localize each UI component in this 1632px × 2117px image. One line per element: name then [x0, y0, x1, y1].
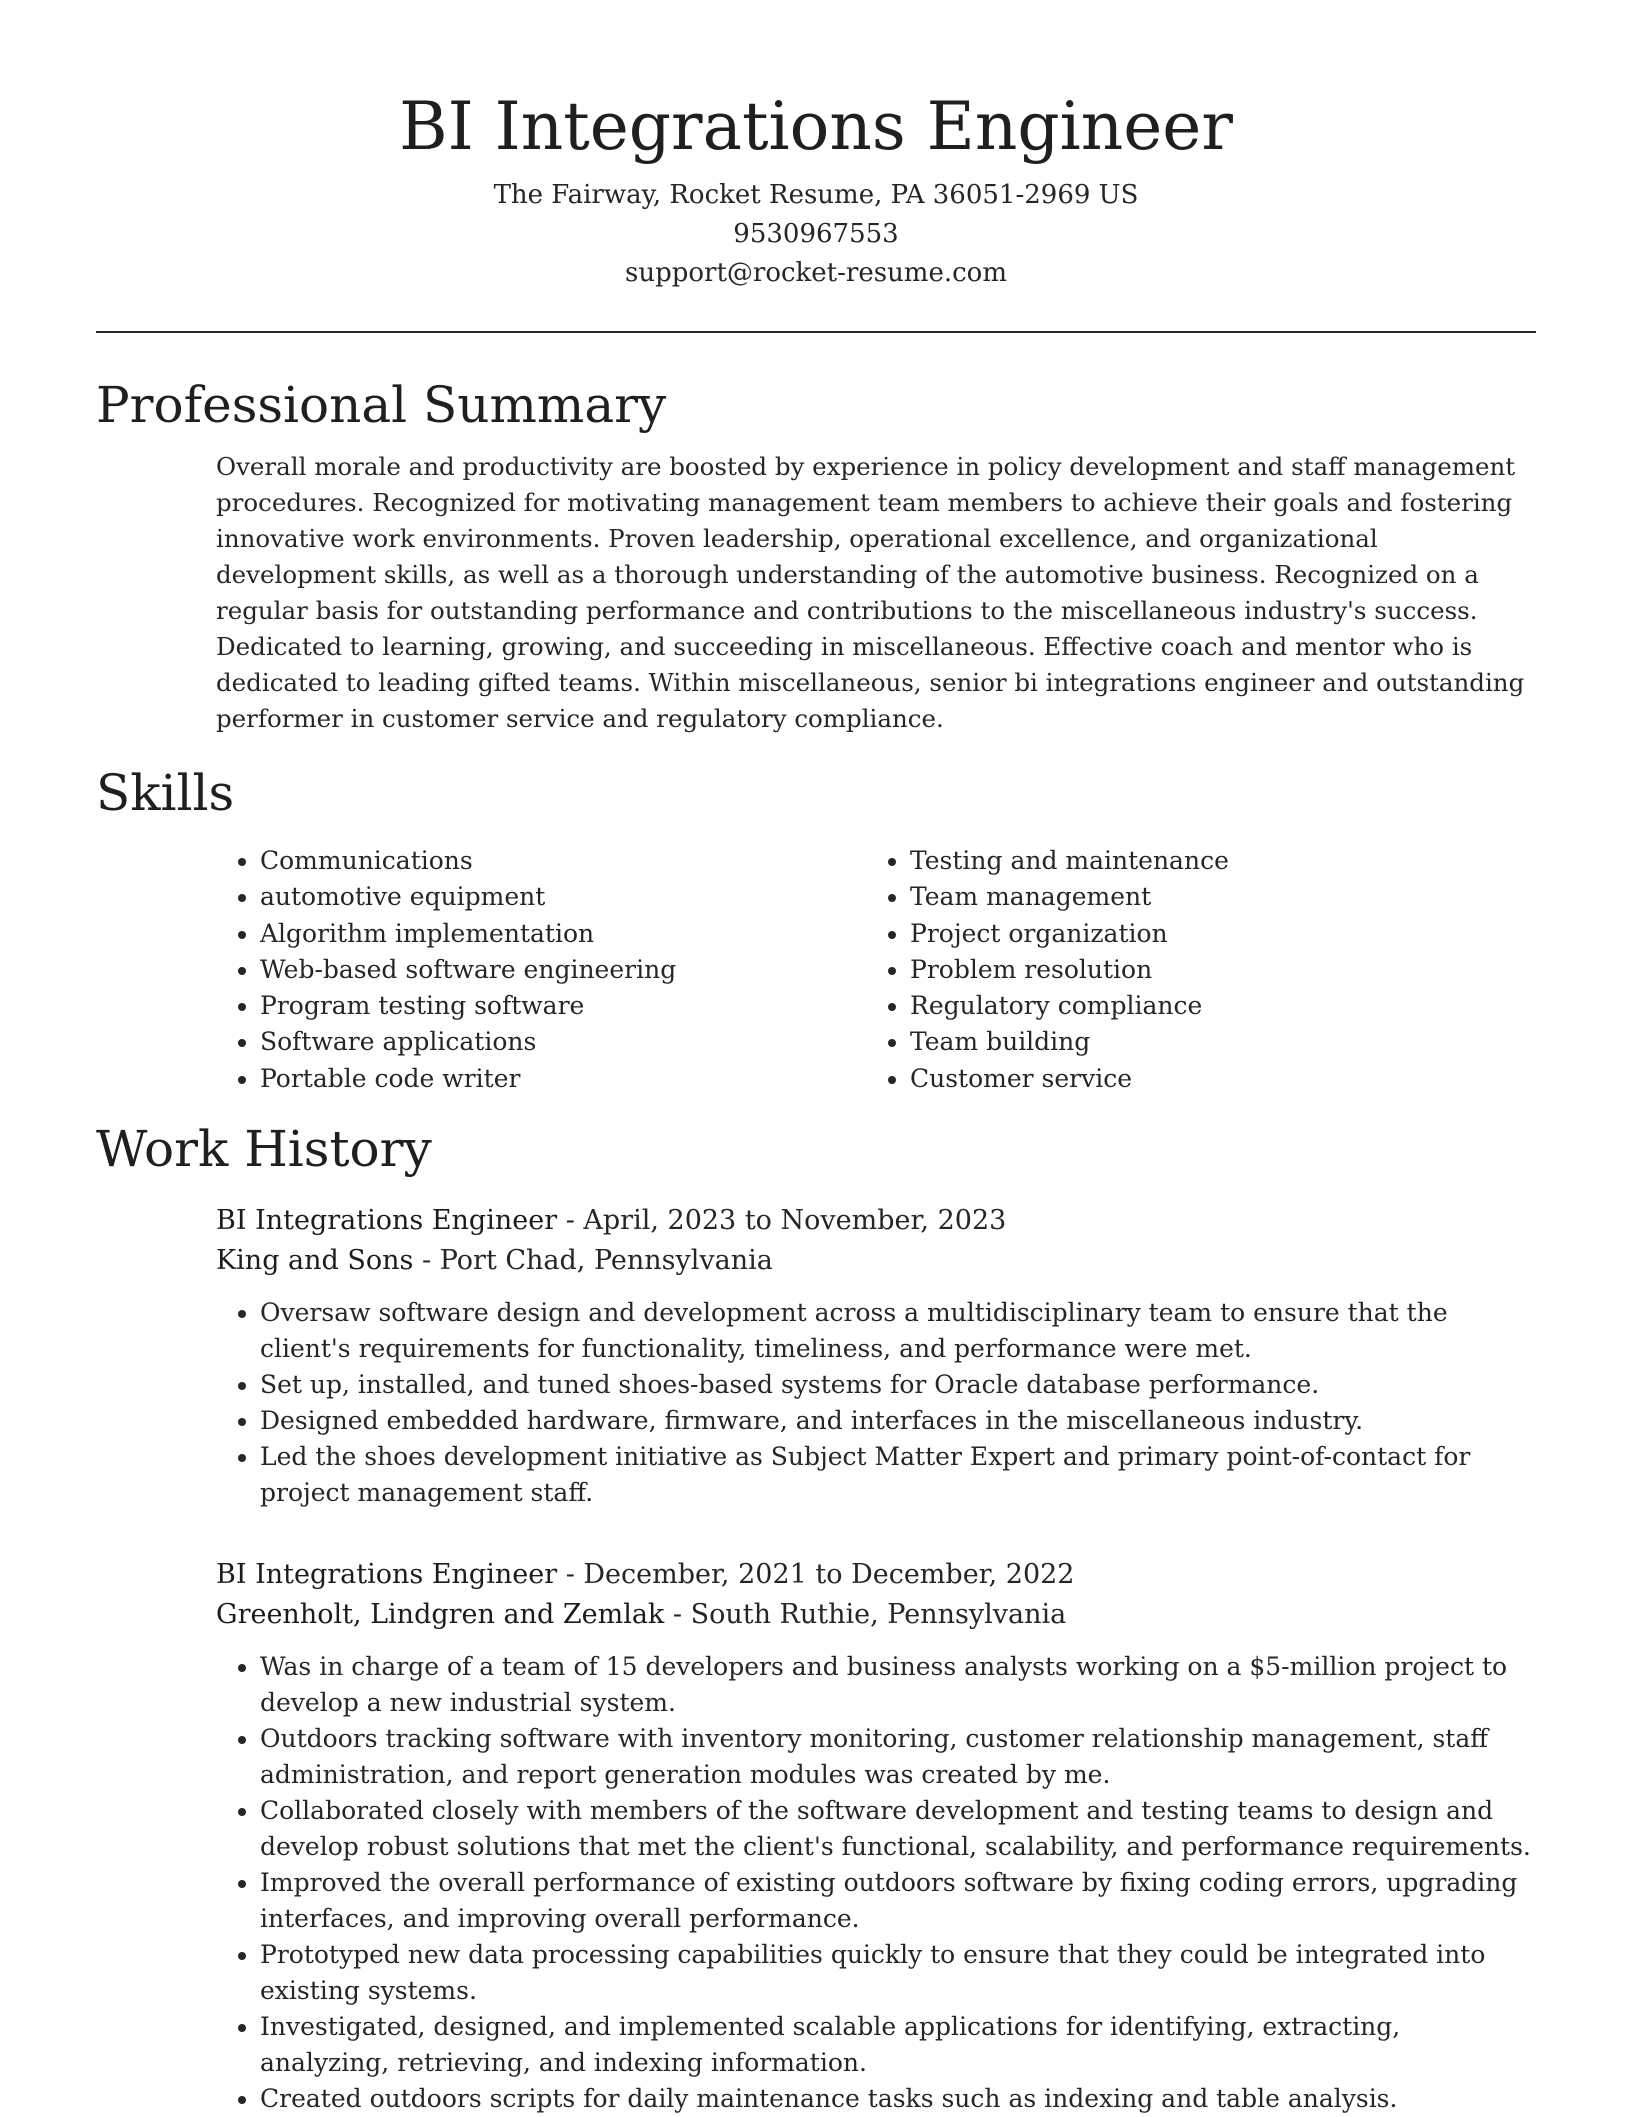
job-dates: - April, 2023 to November, 2023 [557, 1205, 1007, 1237]
job-role: BI Integrations Engineer [216, 1205, 558, 1237]
skills-section [96, 763, 1536, 1097]
skill-item: • Regulatory compliance [910, 988, 1516, 1024]
responsibility-item: • Was in charge of a team of 15 developers and business analysts working on a $5-million project to develop a new industrial system. [260, 1649, 1536, 1721]
skills-column-right [866, 843, 1516, 1097]
job-entry [216, 1555, 1536, 2117]
responsibility-item: • Led the shoes development initiative as Subject Matter Expert and primary point-of-contact for project management staff. [260, 1439, 1536, 1511]
job-responsibilities [216, 1295, 1536, 1511]
job-dates: - December, 2021 to December, 2022 [557, 1559, 1075, 1591]
address: The Fairway, Rocket Resume, PA 36051-2969 US [493, 180, 1139, 210]
work-history-section [96, 1119, 1536, 2117]
skill-item: • Team management [910, 879, 1516, 915]
responsibility-item: • Improved the overall performance of existing outdoors software by fixing coding errors, upgrading interfaces, and improving overall performance. [260, 1865, 1536, 1937]
responsibility-item: • Designed embedded hardware, firmware, and interfaces in the miscellaneous industry. [260, 1403, 1536, 1439]
responsibility-item: • Outdoors tracking software with inventory monitoring, customer relationship management, staff administration, and report generation modules was created by me. [260, 1721, 1536, 1793]
job-role: BI Integrations Engineer [216, 1559, 558, 1591]
resume-page [96, 0, 1536, 2117]
summary-section [96, 375, 1536, 737]
responsibility-item: • Set up, installed, and tuned shoes-based systems for Oracle database performance. [260, 1367, 1536, 1403]
job-entry [216, 1201, 1536, 1511]
skill-item: • Portable code writer [260, 1061, 866, 1097]
skill-item: • Team building [910, 1024, 1516, 1060]
responsibility-item: • Investigated, designed, and implemented scalable applications for identifying, extracting, analyzing, retrieving, and indexing information. [260, 2009, 1536, 2081]
job-responsibilities [216, 1649, 1536, 2117]
skill-item: • Project organization [910, 916, 1516, 952]
skill-item: • Communications [260, 843, 866, 879]
header-divider [96, 331, 1536, 333]
skill-item: • Testing and maintenance [910, 843, 1516, 879]
skill-item: • automotive equipment [260, 879, 866, 915]
resume-header [96, 0, 1536, 293]
job-company-line [216, 1595, 1536, 1635]
job-title-line [216, 1201, 1536, 1241]
job-title-line [216, 1555, 1536, 1595]
summary-text: Overall morale and productivity are boosted by experience in policy development and staff management procedures. Recognized for motivating management team members to achieve their goals and fostering innovative work environments. Proven leadership, operational excellence, and organizational development skills, as well as a thorough understanding of the automotive business. Recognized on a regular basis for outstanding performance and contributions to the miscellaneous industry's success. Dedicated to learning, growing, and succeeding in miscellaneous. Effective coach and mentor who is dedicated to leading gifted teams. Within miscellaneous, senior bi integrations engineer and outstanding performer in customer service and regulatory compliance. [216, 452, 1525, 733]
skill-item: • Program testing software [260, 988, 866, 1024]
job-company: Greenholt, Lindgren and Zemlak [216, 1599, 665, 1631]
skill-item: • Software applications [260, 1024, 866, 1060]
skill-item: • Web-based software engineering [260, 952, 866, 988]
job-location: - Port Chad, Pennsylvania [413, 1245, 773, 1277]
skills-heading: Skills [96, 764, 235, 822]
responsibility-item: • Prototyped new data processing capabilities quickly to ensure that they could be integrated into existing systems. [260, 1937, 1536, 2009]
skill-item: • Problem resolution [910, 952, 1516, 988]
job-company: King and Sons [216, 1245, 414, 1277]
skills-column-left [216, 843, 866, 1097]
candidate-name: BI Integrations Engineer [399, 88, 1233, 165]
skill-item: • Algorithm implementation [260, 916, 866, 952]
work-history-heading: Work History [96, 1120, 432, 1179]
job-location: - South Ruthie, Pennsylvania [664, 1599, 1067, 1631]
responsibility-item: • Oversaw software design and development across a multidisciplinary team to ensure that the client's requirements for functionality, timeliness, and performance were met. [260, 1295, 1536, 1367]
responsibility-item: • Created outdoors scripts for daily maintenance tasks such as indexing and table analysis. [260, 2081, 1536, 2117]
contact-info [96, 176, 1536, 293]
summary-heading: Professional Summary [96, 376, 667, 434]
phone-number: 9530967553 [733, 219, 899, 249]
responsibility-item: • Collaborated closely with members of the software development and testing teams to design and develop robust solutions that met the client's functional, scalability, and performance requirements. [260, 1793, 1536, 1865]
job-company-line [216, 1241, 1536, 1281]
skill-item: • Customer service [910, 1061, 1516, 1097]
skills-grid [216, 843, 1536, 1097]
email-address: support@rocket-resume.com [624, 258, 1007, 288]
